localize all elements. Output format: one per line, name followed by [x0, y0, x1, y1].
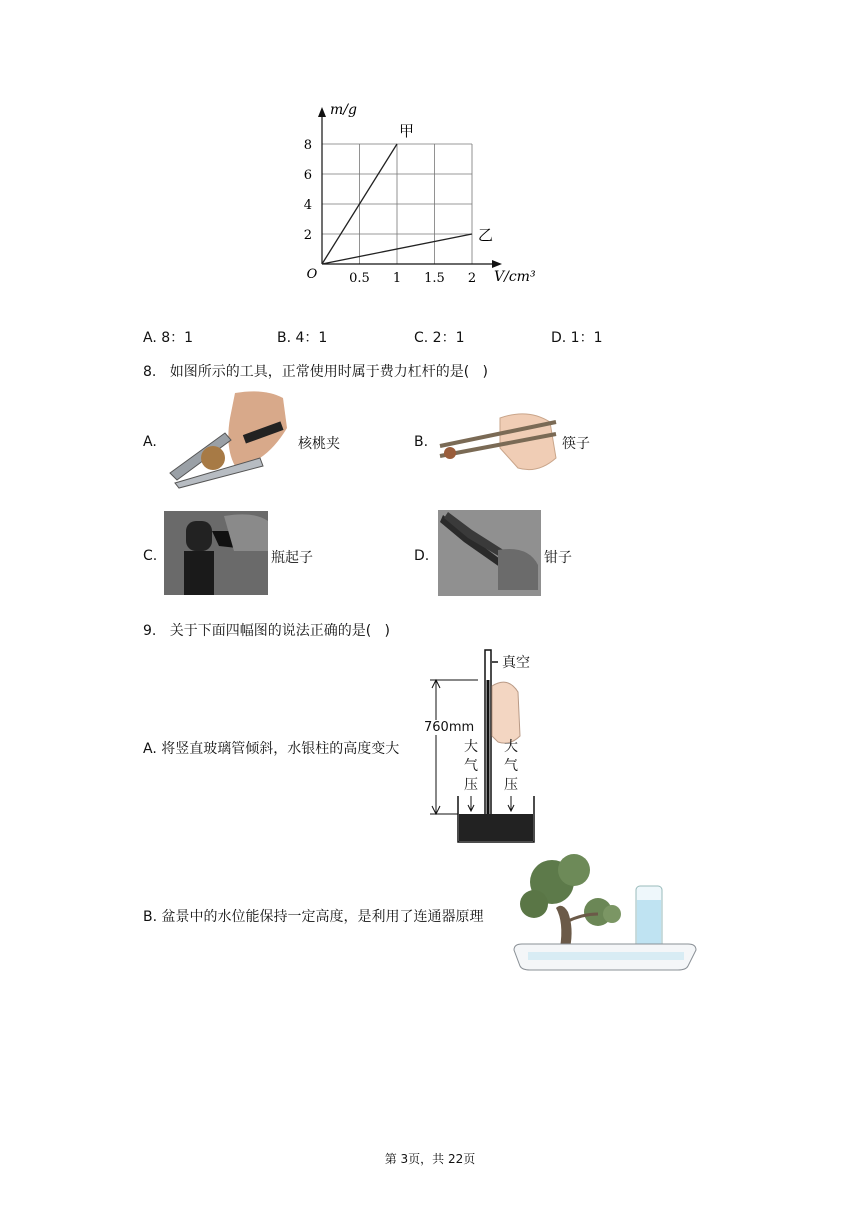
- bonsai-water-bottle-figure: [512, 852, 698, 974]
- height-760mm-label: 760mm: [424, 720, 475, 735]
- q8-option-b-letter[interactable]: B.: [414, 434, 429, 450]
- q8-option-a-caption: 核桃夹: [298, 436, 340, 452]
- torricelli-experiment-figure: [418, 646, 548, 846]
- mass-volume-chart: [300, 98, 560, 298]
- pliers-image: [438, 510, 541, 596]
- q7-option-b[interactable]: B. 4：1: [277, 330, 328, 346]
- page-footer: 第 3页，共 22页: [384, 1152, 476, 1166]
- series-label-jia: 甲: [399, 122, 415, 140]
- q8-option-c-caption: 瓶起子: [271, 550, 313, 566]
- x-axis-arrow: [492, 260, 502, 268]
- q8-option-c-letter[interactable]: C.: [143, 548, 158, 564]
- q9-option-a[interactable]: A. 将竖直玻璃管倾斜，水银柱的高度变大: [143, 741, 400, 757]
- atmospheric-pressure-label-right: 大 气 压: [504, 739, 518, 793]
- y-tick-label: 4: [303, 198, 312, 213]
- q9-stem: 9. 关于下面四幅图的说法正确的是( ): [143, 623, 390, 639]
- y-tick-label: 2: [303, 228, 312, 243]
- x-tick-label: 2: [467, 271, 477, 286]
- q8-option-b-caption: 筷子: [562, 436, 590, 452]
- y-axis-arrow: [318, 107, 326, 117]
- q8-stem: 8. 如图所示的工具，正常使用时属于费力杠杆的是( ): [143, 364, 488, 380]
- q7-option-d[interactable]: D. 1：1: [551, 330, 603, 346]
- chopsticks-image: [438, 408, 558, 476]
- atmospheric-pressure-label-left: 大 气 压: [464, 739, 478, 793]
- walnut-cracker-image: [165, 388, 295, 492]
- q9-option-b[interactable]: B. 盆景中的水位能保持一定高度，是利用了连通器原理: [143, 909, 484, 925]
- series-label-yi: 乙: [478, 226, 494, 244]
- q7-option-c[interactable]: C. 2：1: [414, 330, 465, 346]
- x-tick-label: 0.5: [349, 271, 370, 286]
- y-tick-label: 8: [303, 138, 312, 153]
- origin-label: O: [306, 267, 318, 282]
- q8-option-a-letter[interactable]: A.: [143, 434, 157, 450]
- x-tick-label: 1: [392, 271, 402, 286]
- q7-option-a[interactable]: A. 8：1: [143, 330, 194, 346]
- x-axis-label: V/cm³: [494, 269, 536, 285]
- x-tick-label: 1.5: [424, 271, 445, 286]
- q8-option-d-letter[interactable]: D.: [414, 548, 430, 564]
- q8-option-d-caption: 钳子: [544, 550, 572, 566]
- y-tick-label: 6: [303, 168, 312, 183]
- bottle-opener-image: [164, 511, 268, 595]
- vacuum-label: 真空: [502, 655, 530, 671]
- y-axis-label: m/g: [330, 102, 357, 118]
